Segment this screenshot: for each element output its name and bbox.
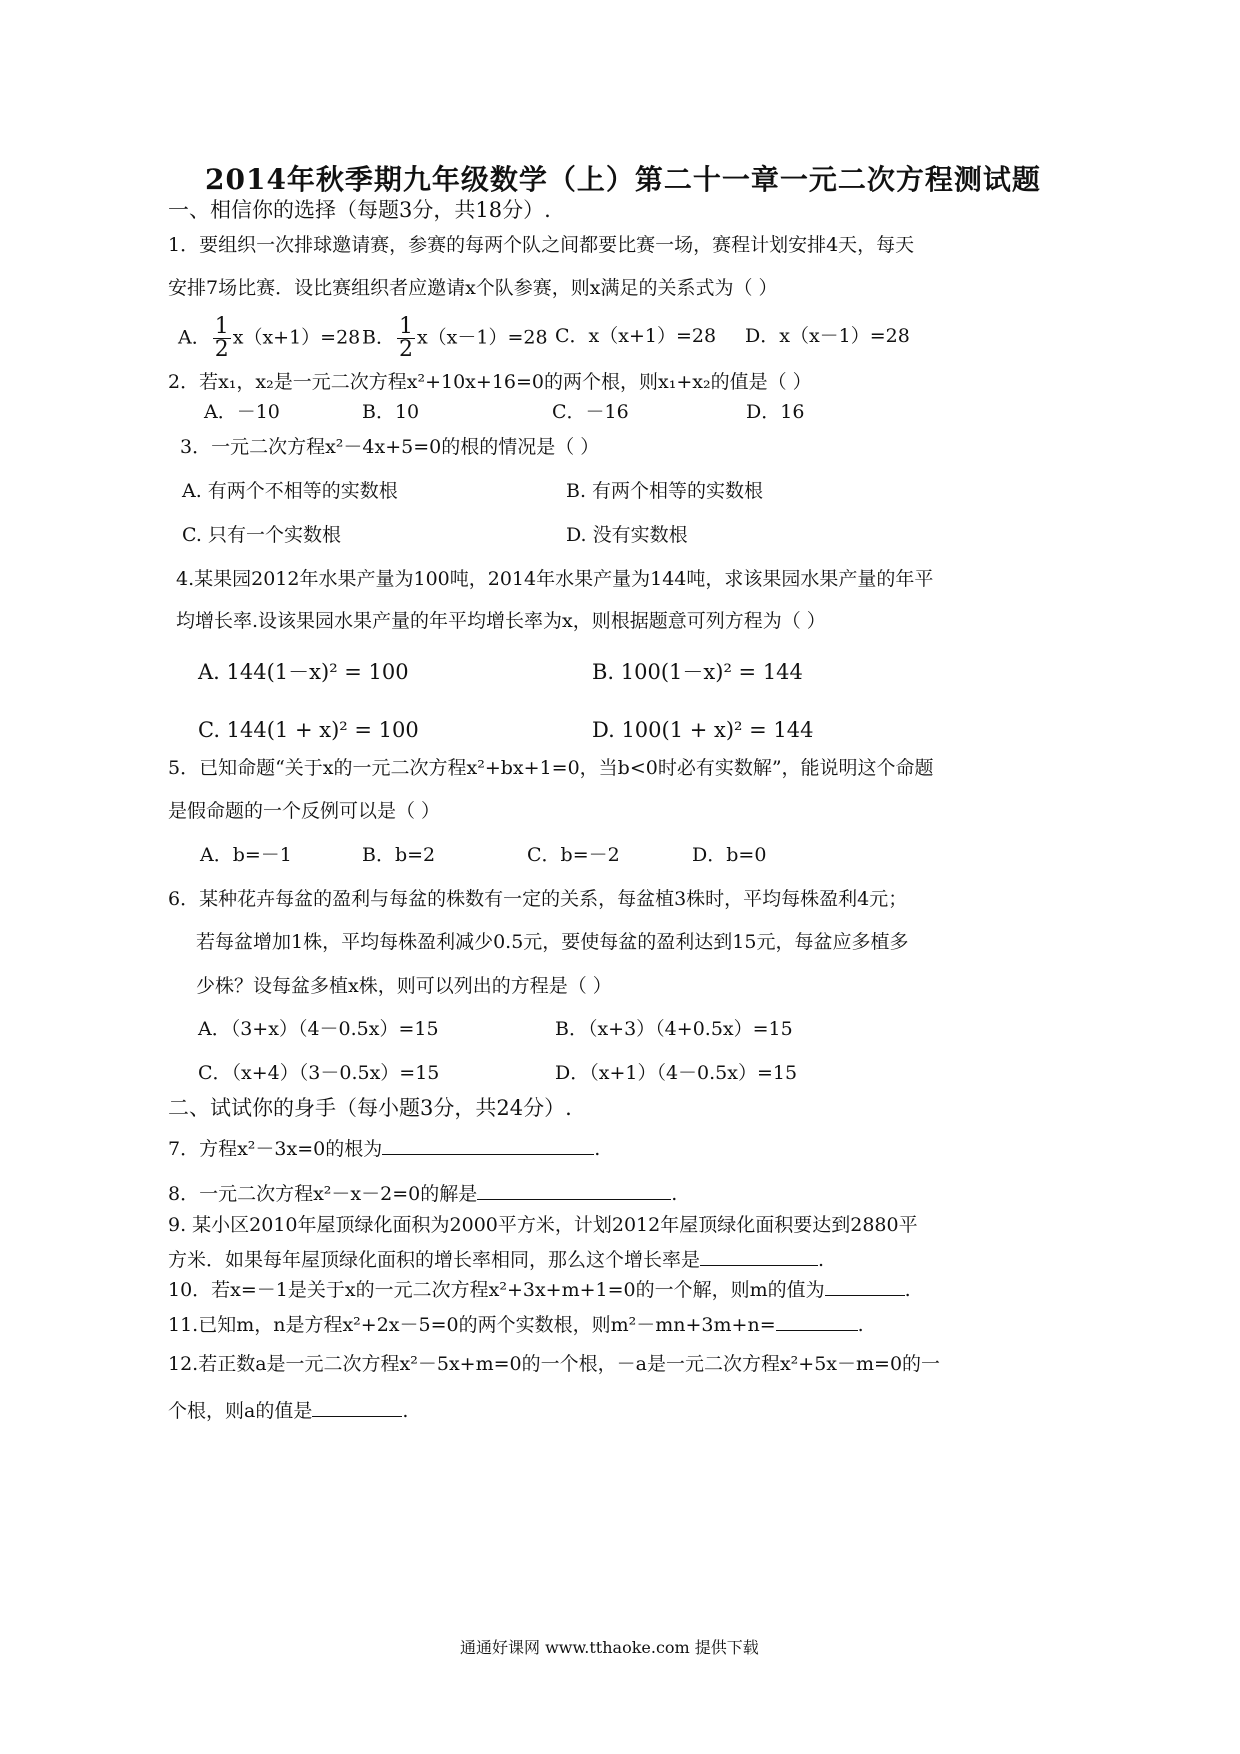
q1-option-a-fraction	[213, 316, 231, 361]
q8-line	[168, 1181, 677, 1204]
q4-option-a: A. 144(1－x)² = 100	[198, 660, 409, 684]
q5-option-c: C．b=－2	[527, 844, 620, 866]
q6-line2: 若每盆增加1株，平均每株盈利减少0.5元，要使每盆的盈利达到15元，每盆应多植多	[196, 931, 909, 953]
q3-option-c: C. 只有一个实数根	[182, 524, 341, 546]
q2-option-c: C．－16	[552, 401, 629, 423]
q5-option-b: B．b=2	[362, 844, 436, 866]
q10-answer-blank[interactable]	[825, 1277, 905, 1296]
q1-option-b	[362, 316, 548, 361]
q6-option-c: C．（x+4）（3－0.5x）=15	[198, 1062, 440, 1084]
q1-option-c: C．x（x+1）=28	[555, 325, 717, 347]
q11-period: .	[857, 1314, 864, 1336]
footer-credit: 通通好课网 www.tthaoke.com 提供下载	[460, 1638, 759, 1657]
section-2-heading: 二、试试你的身手（每小题3分，共24分）.	[168, 1096, 572, 1120]
q9-text: 方米．如果每年屋顶绿化面积的增长率相同，那么这个增长率是	[168, 1249, 701, 1271]
q5-option-d: D．b=0	[692, 844, 767, 866]
q12-line1: 12.若正数a是一元二次方程x²－5x+m=0的一个根，－a是一元二次方程x²+5x－m=0的一	[168, 1353, 941, 1375]
q1-option-a-denominator: 2	[214, 337, 229, 362]
q9-line2	[168, 1247, 824, 1270]
q1-option-b-label: B．	[362, 326, 395, 349]
q9-period: .	[818, 1249, 825, 1271]
q5-line1: 5．已知命题“关于x的一元二次方程x²+bx+1=0，当b<0时必有实数解”，能说明这个命题	[168, 757, 934, 779]
q6-option-a: A．（3+x）（4－0.5x）=15	[198, 1018, 439, 1040]
q7-period: .	[594, 1138, 601, 1160]
q4-option-c: C. 144(1 + x)² = 100	[198, 718, 419, 742]
q1-option-a	[178, 316, 360, 361]
q2-option-a: A．－10	[204, 401, 280, 423]
q4-option-b: B. 100(1－x)² = 144	[592, 660, 803, 684]
q9-line1: 9. 某小区2010年屋顶绿化面积为2000平方米，计划2012年屋顶绿化面积要达到2880平	[168, 1214, 918, 1236]
q12-line2	[168, 1398, 408, 1421]
q10-text: 10．若x=－1是关于x的一元二次方程x²+3x+m+1=0的一个解，则m的值为	[168, 1279, 825, 1301]
q8-period: .	[671, 1183, 678, 1205]
q12-period: .	[402, 1400, 409, 1422]
q9-answer-blank[interactable]	[700, 1247, 818, 1266]
page-title: 2014年秋季期九年级数学（上）第二十一章一元二次方程测试题	[205, 163, 1041, 196]
q2-option-d: D．16	[746, 401, 805, 423]
q1-option-b-text: x（x－1）=28	[416, 326, 548, 349]
section-1-heading: 一、相信你的选择（每题3分，共18分）.	[168, 198, 551, 222]
q6-line1: 6．某种花卉每盆的盈利与每盆的株数有一定的关系，每盆植3株时，平均每株盈利4元；	[168, 888, 908, 910]
q1-option-a-text: x（x+1）=28	[232, 326, 361, 349]
q1-option-b-numerator: 1	[398, 314, 413, 339]
q1-option-a-numerator: 1	[214, 314, 229, 339]
q6-line3: 少株？设每盆多植x株，则可以列出的方程是（ ）	[196, 975, 612, 997]
q7-line	[168, 1136, 600, 1159]
q4-line2: 均增长率.设该果园水果产量的年平均增长率为x，则根据题意可列方程为（ ）	[176, 610, 826, 632]
q1-option-d: D．x（x－1）=28	[745, 325, 910, 347]
q5-line2: 是假命题的一个反例可以是（ ）	[168, 800, 441, 822]
q6-option-b: B．（x+3）（4+0.5x）=15	[555, 1018, 793, 1040]
q6-option-d: D．（x+1）（4－0.5x）=15	[555, 1062, 798, 1084]
q1-option-a-label: A．	[178, 326, 211, 349]
q3-option-a: A. 有两个不相等的实数根	[182, 480, 398, 502]
q8-text: 8．一元二次方程x²－x－2=0的解是	[168, 1183, 478, 1205]
q5-option-a: A．b=－1	[200, 844, 292, 866]
q10-period: .	[904, 1279, 911, 1301]
q3-option-d: D. 没有实数根	[566, 524, 688, 546]
q3-line: 3．一元二次方程x²－4x+5=0的根的情况是（ ）	[180, 436, 600, 458]
q10-line	[168, 1277, 911, 1300]
q4-option-d: D. 100(1 + x)² = 144	[592, 718, 814, 742]
q12-text: 个根，则a的值是	[168, 1400, 313, 1422]
q1-option-b-fraction	[397, 316, 415, 361]
q8-answer-blank[interactable]	[477, 1181, 671, 1200]
q3-option-b: B. 有两个相等的实数根	[566, 480, 764, 502]
q11-line	[168, 1312, 864, 1335]
q1-line2: 安排7场比赛．设比赛组织者应邀请x个队参赛，则x满足的关系式为（ ）	[168, 277, 778, 299]
q12-answer-blank[interactable]	[312, 1398, 402, 1417]
q4-line1: 4.某果园2012年水果产量为100吨，2014年水果产量为144吨，求该果园水果产量的年平	[176, 568, 934, 590]
q7-text: 7．方程x²－3x=0的根为	[168, 1138, 383, 1160]
q2-option-b: B．10	[362, 401, 420, 423]
q11-answer-blank[interactable]	[776, 1312, 858, 1331]
q2-line: 2．若x₁，x₂是一元二次方程x²+10x+16=0的两个根，则x₁+x₂的值是（ ）	[168, 371, 812, 393]
q7-answer-blank[interactable]	[382, 1136, 594, 1155]
q1-line1: 1．要组织一次排球邀请赛，参赛的每两个队之间都要比赛一场，赛程计划安排4天，每天	[168, 234, 915, 256]
q11-text: 11.已知m，n是方程x²+2x－5=0的两个实数根，则m²－mn+3m+n=	[168, 1314, 776, 1336]
q1-option-b-denominator: 2	[398, 337, 413, 362]
